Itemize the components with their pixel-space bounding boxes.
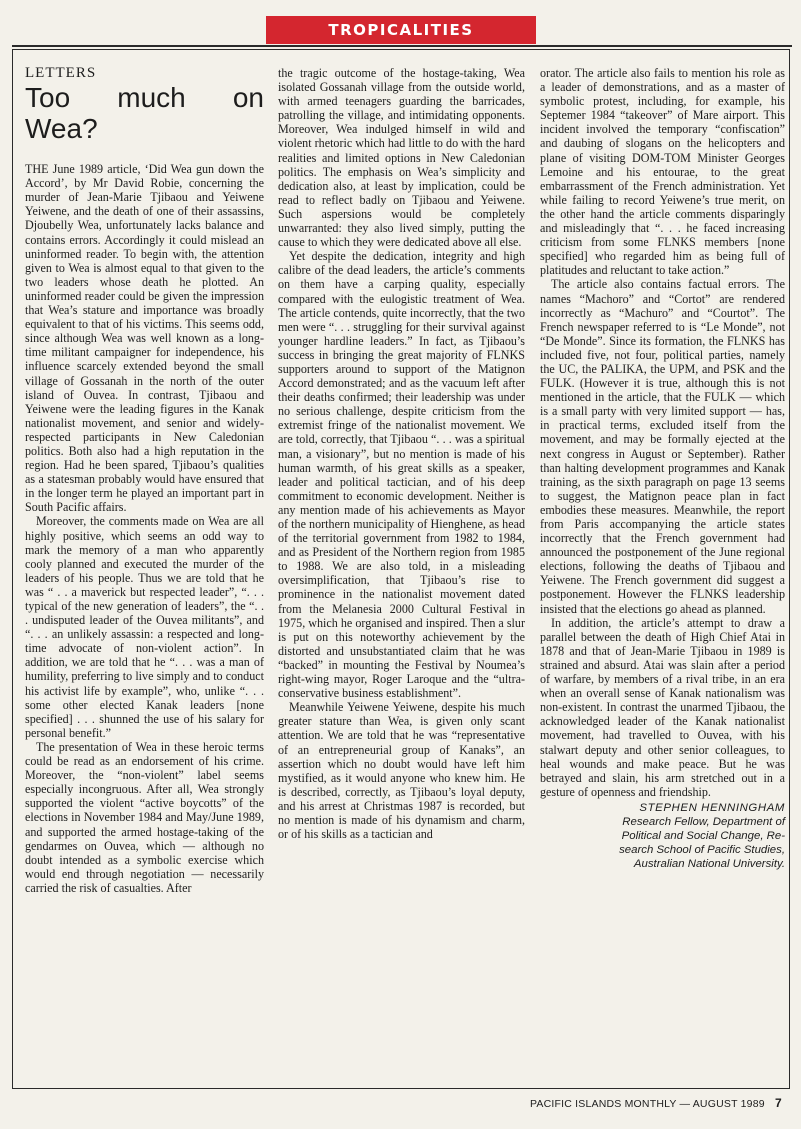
paragraph: Meanwhile Yeiwene Yeiwene, despite his much greater stature than Wea, is given only scant attention. We are told that he was “representative of an entrepreneurial group of Kanaks”, an assertion which no doubt would have left him mystified, as it would anyone who knew him. He is described, correctly, as Tjibaou’s loyal deputy, and his arrest at Christmas 1987 is recorded, but no mention is made of his dynamism and charm, or of his skills as a tactician and xyxy=(278,700,525,842)
paragraph: Moreover, the comments made on Wea are all highly positive, which seems an odd way to mark the memory of a man who apparently cooly planned and executed the murder of the leaders of his people. Thus we are told that he was “ . . a maverick but respected leader”, “. . . typical of the new generation of leaders”, the “. . . undisputed leader of the Ouvea militants”, and “. . . an unlikely assassin: a respected and long-time advocate of non-violent action”. In addition, we are told that he “. . . was a man of humility, preferring to live simply and to conduct his activist life by example”, who, unlike “. . . some other elected Kanak leaders [none specified] . . . shunned the use of his salary for personal benefit.” xyxy=(25,514,264,740)
author-signature xyxy=(540,801,785,871)
author-affiliation-line: search School of Pacific Studies, xyxy=(619,843,785,856)
paragraph: THE June 1989 article, ‘Did Wea gun down the Accord’, by Mr David Robie, concerning the murder of Jean-Marie Tjibaou and Yeiwene Yeiwene, and the death of one of their assassins, Djoubelly Wea, unfortunately lacks balance and contains errors. Accordingly it could mislead an uninformed reader. To begin with, the attention given to Wea is almost equal to that given to the two leaders whose death he plotted. An uninformed reader could be given the impression that Wea’s stature and importance was broadly equivalent to that of his victims. This seems odd, since although Wea was well known as a long-time militant campaigner for independence, his influence scarcely extended beyond the small village of Gossanah in the north of the outer island of Ouvea. In contrast, Tjibaou and Yeiwene were the leading figures in the Kanak nationalist movement, and senior and widely-respected participants in New Caledonian politics. Both also had a high reputation in the region. Had he been spared, Tjibaou’s qualities as a statesman probably would have ensured that in the longer term he played an important part in South Pacific affairs. xyxy=(25,162,264,515)
paragraph: In addition, the article’s attempt to draw a parallel between the death of High Chief Atai in 1878 and that of Jean-Marie Tjibaou in 1989 is strained and absurd. Atai was slain after a period of warfare, by members of a rival tribe, in an era when an overall sense of Kanak nationalism was non-existent. In contrast the unarmed Tjibaou, the acknowledged leader of the Kanak nationalist movement, had travelled to Ouvea, with his stalwart deputy and other senior colleagues, to heal wounds and make peace. But he was betrayed and slain, his arm stretched out in a gesture of openness and friendship. xyxy=(540,615,785,799)
author-affiliation-line: Australian National University. xyxy=(633,857,785,870)
paragraph: orator. The article also fails to mention his role as a leader of demonstrations, and as a master of symbolic protest, including, for example, his Septemer 1984 “takeover” of Mare airport. This incident involved the temporary “confiscation” and daubing of slogans on the helicopters and plane of visiting DOM-TOM Minister Georges Lemoine and his entourae, to the great embarrassment of the French administration. Yet while failing to record Yeiwene’s true merit, on the other hand the article comments disparingly and misleadingly that “. . . he faced increasing criticism from some FLNKS members [none specified] who regarded him as being full of platitudes and reluctant to take action.” xyxy=(540,66,785,278)
section-banner: TROPICALITIES xyxy=(266,16,536,44)
paragraph: The article also contains factual errors. The names “Machoro” and “Cortot” are rendered incorrectly as “Machuro” and “Courtot”. The French newspaper referred to is “Le Monde”, not “De Monde”. Since its formation, the FLNKS has included five, not four, political parties, namely the UC, the PALIKA, the UPM, and PSK and the FULK. (However it is true, although this is not mentioned in the article, that the FULK — which is a small party with very limited support — has, in practical terms, excluded itself from the movement, and may be formally ejected at the next congress in August or September). Rather than halting development programmes and Kanak training, as the sixth paragraph on page 13 seems to suggest, the Matignon peace plan in fact embodies these measures. Meanwhile, the report from Paris accompanying the article states incorrectly that the French government had announced the postponement of the June regional elections, following the deaths of Tjibaou and Yeiwene. The French government did suggest a postponement. However the FLNKS leadership insisted that the elections go ahead as planned. xyxy=(540,277,785,616)
top-rule xyxy=(12,45,792,47)
paragraph: the tragic outcome of the hostage-taking, Wea isolated Gossanah village from the outside world, with armed teenagers guarding the barricades, patrolling the village, and intimidating opponents. Moreover, Wea indulged himself in wild and violent rhetoric which had little to do with the hard realities and limited options in New Caledonian politics. The emphasis on Wea’s simplicity and dedication also, at least by implication, could be read to reflect badly on Tjibaou and Yeiwene. Such aspersions would be completely unwarranted: they also lived simply, putting the cause to which they were dedicated above all else. xyxy=(278,66,525,250)
author-affiliation-line: Political and Social Change, Re- xyxy=(621,829,785,842)
publication-footer: PACIFIC ISLANDS MONTHLY — AUGUST 1989 xyxy=(530,1098,765,1110)
paragraph: Yet despite the dedication, integrity and high calibre of the dead leaders, the article’s comments on them have a carping quality, especially compared with the eulogistic treatment of Wea. The article contends, quite incorrectly, that the two men were “. . . struggling for their survival against younger hardline leaders.” In fact, as Tjibaou’s success in bringing the great majority of FLNKS supporters around to support of the Matignon Accord demonstrated; and as the vacuum left after their deaths confirmed; their leadership was under no serious challenge, despite criticism from the extremist fringe of the nationalist movement. We are told, correctly, that Tjibaou “. . . was a spiritual man, a visionary”, but no mention is made of his human warmth, of his great skills as a speaker, leader and political tactician, and of his deep commitment to economic development. Neither is any mention made of his achievements as Mayor of the northern municipality of Hienghene, as head of the territorial government from 1982 to 1984, and as President of the Northern region from 1985 to 1988. We are also told, in a misleading oversimplification, that Tjibaou’s rise to prominence in the nationalist movement dated from the Melanesia 2000 Cultural Festival in 1975, which he organised and inspired. Then a slur is put on this noteworthy achievement by the distorted and unsubstantiated claim that he was “backed” in mounting the Festival by Noumea’s right-wing mayor, Roger Laroque and the “ultra-conservative business establishment”. xyxy=(278,249,525,701)
kicker: LETTERS xyxy=(25,65,97,81)
headline: Too much on Wea? xyxy=(25,82,264,145)
column-2 xyxy=(278,66,525,841)
page-number: 7 xyxy=(775,1096,782,1110)
author-name: STEPHEN HENNINGHAM xyxy=(639,801,785,814)
column-3 xyxy=(540,66,785,871)
column-1 xyxy=(25,58,264,895)
paragraph: The presentation of Wea in these heroic terms could be read as an endorsement of his crime. Moreover, the “non-violent” label seems especially incongruous. After all, Wea strongly supported the violent “active boycotts” of the elections in November 1984 and May/June 1989, and supported the armed hostage-taking of the gendarmes on Ouvea, which — although no doubt intended as a symbolic exercise which would end through negotiation — necessarily carried the risk of casualties. After xyxy=(25,739,264,895)
author-affiliation-line: Research Fellow, Department of xyxy=(622,815,785,828)
